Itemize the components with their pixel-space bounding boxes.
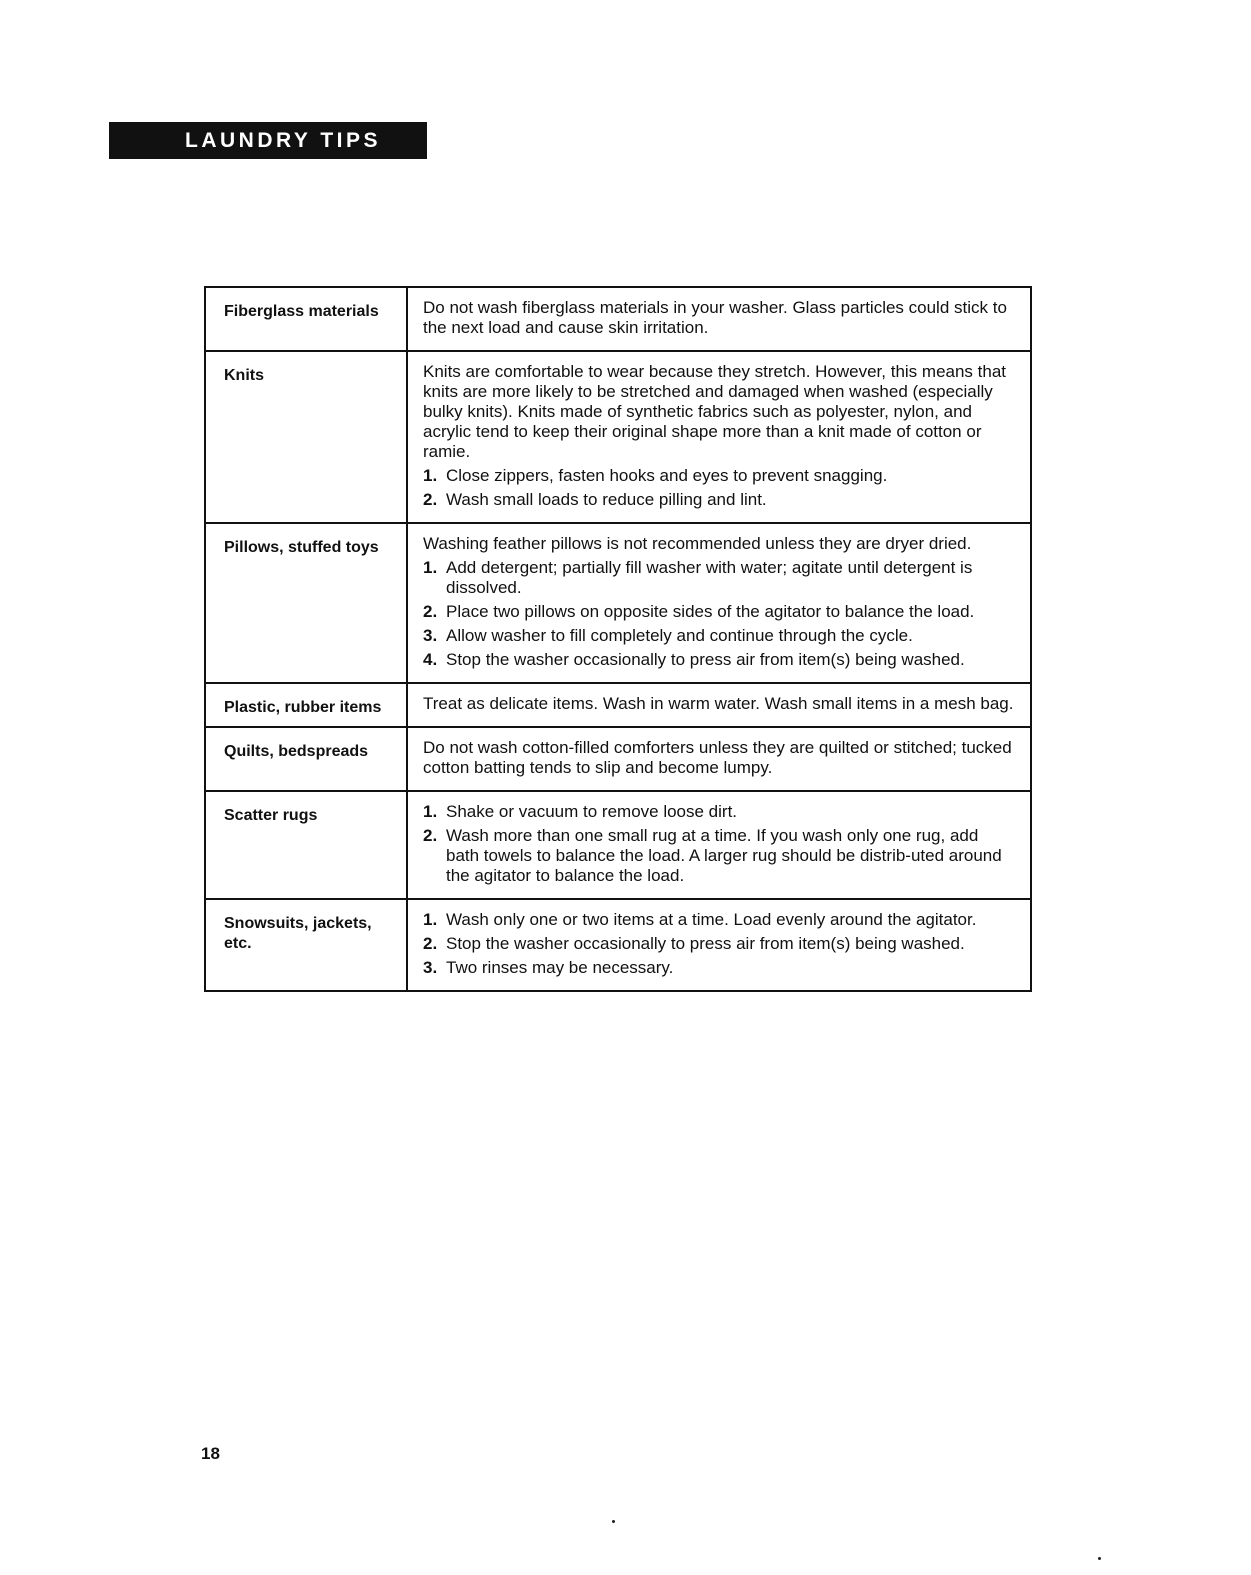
step-item	[423, 958, 1016, 978]
step-text: Wash more than one small rug at a time. If you wash only one rug, add bath towels to balance the load. A larger rug should be distrib-uted around the agitator to balance the load.	[446, 826, 1002, 885]
step-number: 2.	[423, 602, 438, 621]
item-description-cell	[407, 523, 1031, 683]
step-item	[423, 934, 1016, 954]
step-number: 3.	[423, 958, 438, 977]
section-title: LAUNDRY TIPS	[185, 128, 382, 152]
table-row	[205, 523, 1031, 683]
step-text: Wash only one or two items at a time. Load evenly around the agitator.	[446, 910, 977, 929]
item-name-cell: Pillows, stuffed toys	[205, 523, 407, 683]
step-number: 1.	[423, 558, 438, 577]
step-number: 2.	[423, 826, 438, 845]
step-number: 1.	[423, 466, 438, 485]
step-number: 2.	[423, 934, 438, 953]
item-description-cell	[407, 727, 1031, 791]
step-text: Place two pillows on opposite sides of the agitator to balance the load.	[446, 602, 975, 621]
step-text: Stop the washer occasionally to press air from item(s) being washed.	[446, 650, 965, 669]
step-number: 2.	[423, 490, 438, 509]
description-text: Treat as delicate items. Wash in warm water. Wash small items in a mesh bag.	[423, 694, 1014, 713]
page-number: 18	[201, 1444, 220, 1463]
steps-list	[423, 910, 1016, 978]
step-text: Close zippers, fasten hooks and eyes to prevent snagging.	[446, 466, 888, 485]
description-text: Knits are comfortable to wear because they stretch. However, this means that knits are more likely to be stretched and damaged when washed (especially bulky knits). Knits made of synthetic fabrics such as polyester, nylon, and acrylic tend to keep their original shape more than a knit made of cotton or ramie.	[423, 362, 1007, 461]
item-description-cell	[407, 351, 1031, 523]
step-item	[423, 910, 1016, 930]
step-item	[423, 802, 1016, 822]
step-item	[423, 602, 1016, 622]
steps-list	[423, 802, 1016, 886]
description-text: Washing feather pillows is not recommended unless they are dryer dried.	[423, 534, 972, 553]
item-name-cell: Fiberglass materials	[205, 287, 407, 351]
step-text: Allow washer to fill completely and continue through the cycle.	[446, 626, 913, 645]
step-item	[423, 466, 1016, 486]
item-name-cell: Plastic, rubber items	[205, 683, 407, 727]
step-item	[423, 626, 1016, 646]
step-number: 1.	[423, 802, 438, 821]
step-number: 3.	[423, 626, 438, 645]
description-text: Do not wash fiberglass materials in your washer. Glass particles could stick to the next load and cause skin irritation.	[423, 298, 1007, 337]
step-text: Shake or vacuum to remove loose dirt.	[446, 802, 738, 821]
item-description-cell	[407, 899, 1031, 991]
description-text: Do not wash cotton-filled comforters unless they are quilted or stitched; tucked cotton batting tends to slip and become lumpy.	[423, 738, 1012, 777]
step-item	[423, 650, 1016, 670]
step-text: Add detergent; partially fill washer with water; agitate until detergent is dissolved.	[446, 558, 973, 597]
step-text: Wash small loads to reduce pilling and lint.	[446, 490, 767, 509]
step-number: 1.	[423, 910, 438, 929]
item-name-cell: Scatter rugs	[205, 791, 407, 899]
steps-list	[423, 558, 1016, 670]
table-row	[205, 351, 1031, 523]
step-item	[423, 826, 1016, 886]
item-description-cell	[407, 791, 1031, 899]
item-description-cell	[407, 287, 1031, 351]
table-row	[205, 683, 1031, 727]
laundry-tips-table	[204, 286, 1032, 992]
step-number: 4.	[423, 650, 438, 669]
item-name-cell: Knits	[205, 351, 407, 523]
step-item	[423, 558, 1016, 598]
laundry-tips-table-body	[205, 287, 1031, 991]
table-row	[205, 727, 1031, 791]
scan-speck	[612, 1520, 615, 1523]
scan-speck	[1098, 1557, 1101, 1560]
step-text: Two rinses may be necessary.	[446, 958, 674, 977]
item-name-cell: Snowsuits, jackets, etc.	[205, 899, 407, 991]
table-row	[205, 287, 1031, 351]
item-name-cell: Quilts, bedspreads	[205, 727, 407, 791]
item-description-cell	[407, 683, 1031, 727]
table-row	[205, 899, 1031, 991]
section-header-bar	[109, 122, 427, 159]
step-text: Stop the washer occasionally to press air from item(s) being washed.	[446, 934, 965, 953]
steps-list	[423, 466, 1016, 510]
table-row	[205, 791, 1031, 899]
step-item	[423, 490, 1016, 510]
